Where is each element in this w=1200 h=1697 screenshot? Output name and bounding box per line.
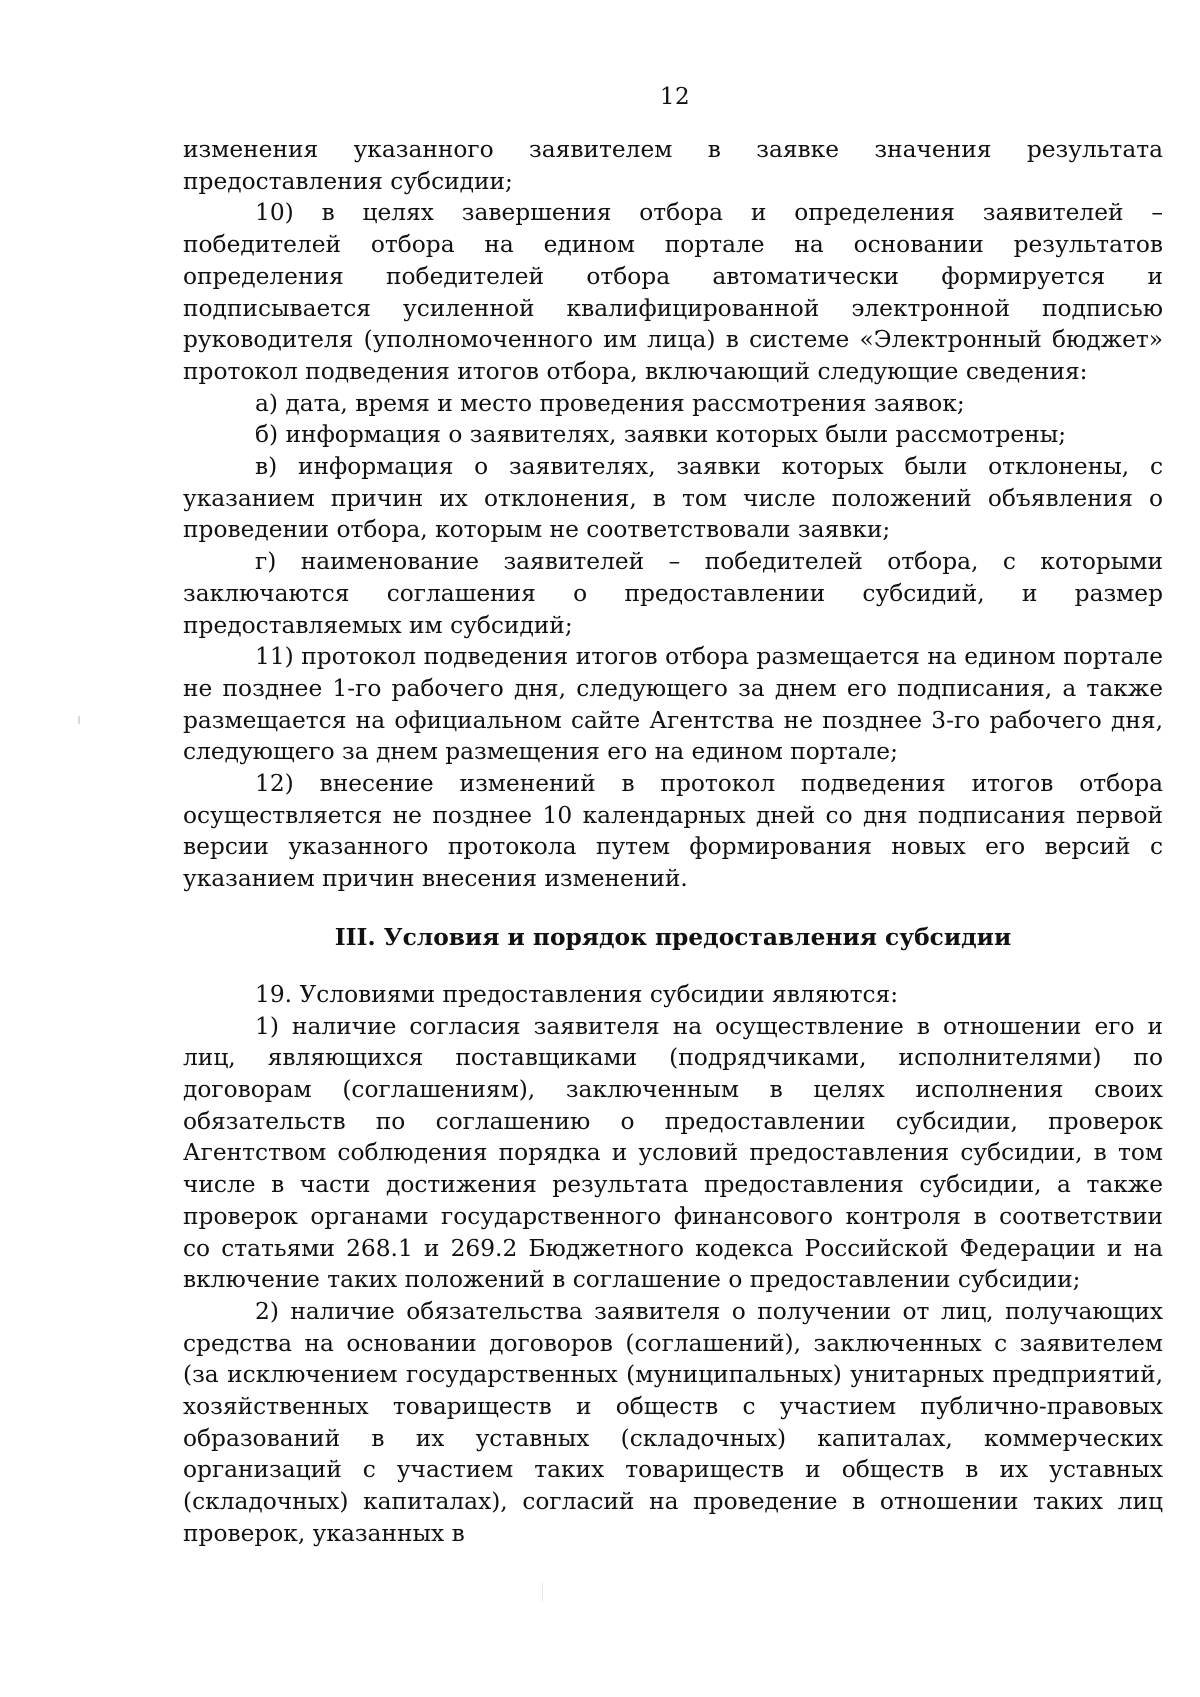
paragraph-clause-19: 19. Условиями предоставления субсидии являются: bbox=[255, 980, 899, 1008]
paragraph-condition-2: 2) наличие обязательства заявителя о получении от лиц, получающих средства на основании договоров (соглашений), заключенных с заявителем (за исключением государственных (муниципальных) унитарных предприятий, хозяйственных товариществ и обществ с участием публично-правовых образований в их уставных (складочных) капиталах, коммерческих организаций с участием таких товариществ и обществ в их уставных (складочных) капиталах), согласий на проведение в отношении таких лиц проверок, указанных в bbox=[183, 1297, 1163, 1547]
paragraph-item-10: 10) в целях завершения отбора и определения заявителей – победителей отбора на едином портале на основании результатов определения победителей отбора автоматически формируется и подписывается усиленной квалифицированной электронной подписью руководителя (уполномоченного им лица) в системе «Электронный бюджет» протокол подведения итогов отбора, включающий следующие сведения: bbox=[183, 199, 1163, 385]
section-heading: III. Условия и порядок предоставления субсидии bbox=[334, 923, 1012, 951]
paragraph-subitem-b: б) информация о заявителях, заявки которых были рассмотрены; bbox=[255, 421, 1067, 449]
scan-artifact bbox=[542, 1583, 543, 1601]
paragraph-subitem-a: а) дата, время и место проведения рассмотрения заявок; bbox=[255, 389, 965, 417]
paragraph-item-12: 12) внесение изменений в протокол подведения итогов отбора осуществляется не позднее 10 календарных дней со дня подписания первой версии указанного протокола путем формирования новых его версий с указанием причин внесения изменений. bbox=[183, 770, 1163, 893]
scan-artifact bbox=[78, 716, 80, 724]
paragraph-continuation: изменения указанного заявителем в заявке значения результата предоставления субсидии; bbox=[183, 136, 1163, 195]
document-body bbox=[183, 134, 1163, 1550]
paragraph-subitem-g: г) наименование заявителей – победителей отбора, с которыми заключаются соглашения о предоставлении субсидий, и размер предоставляемых им субсидий; bbox=[183, 548, 1163, 639]
paragraph-subitem-v: в) информация о заявителях, заявки которых были отклонены, с указанием причин их отклонения, в том числе положений объявления о проведении отбора, которым не соответствовали заявки; bbox=[183, 453, 1163, 544]
page-number: 12 bbox=[659, 84, 691, 110]
paragraph-condition-1: 1) наличие согласия заявителя на осуществление в отношении его и лиц, являющихся поставщиками (подрядчиками, исполнителями) по договорам (соглашениям), заключенным в целях исполнения своих обязательств по соглашению о предоставлении субсидии, проверок Агентством соблюдения порядка и условий предоставления субсидии, в том числе в части достижения результата предоставления субсидии, а также проверок органами государственного финансового контроля в соответствии со статьями 268.1 и 269.2 Бюджетного кодекса Российской Федерации и на включение таких положений в соглашение о предоставлении субсидии; bbox=[183, 1012, 1163, 1294]
paragraph-item-11: 11) протокол подведения итогов отбора размещается на едином портале не позднее 1-го рабочего дня, следующего за днем его подписания, а также размещается на официальном сайте Агентства не позднее 3-го рабочего дня, следующего за днем размещения его на едином портале; bbox=[183, 643, 1163, 766]
